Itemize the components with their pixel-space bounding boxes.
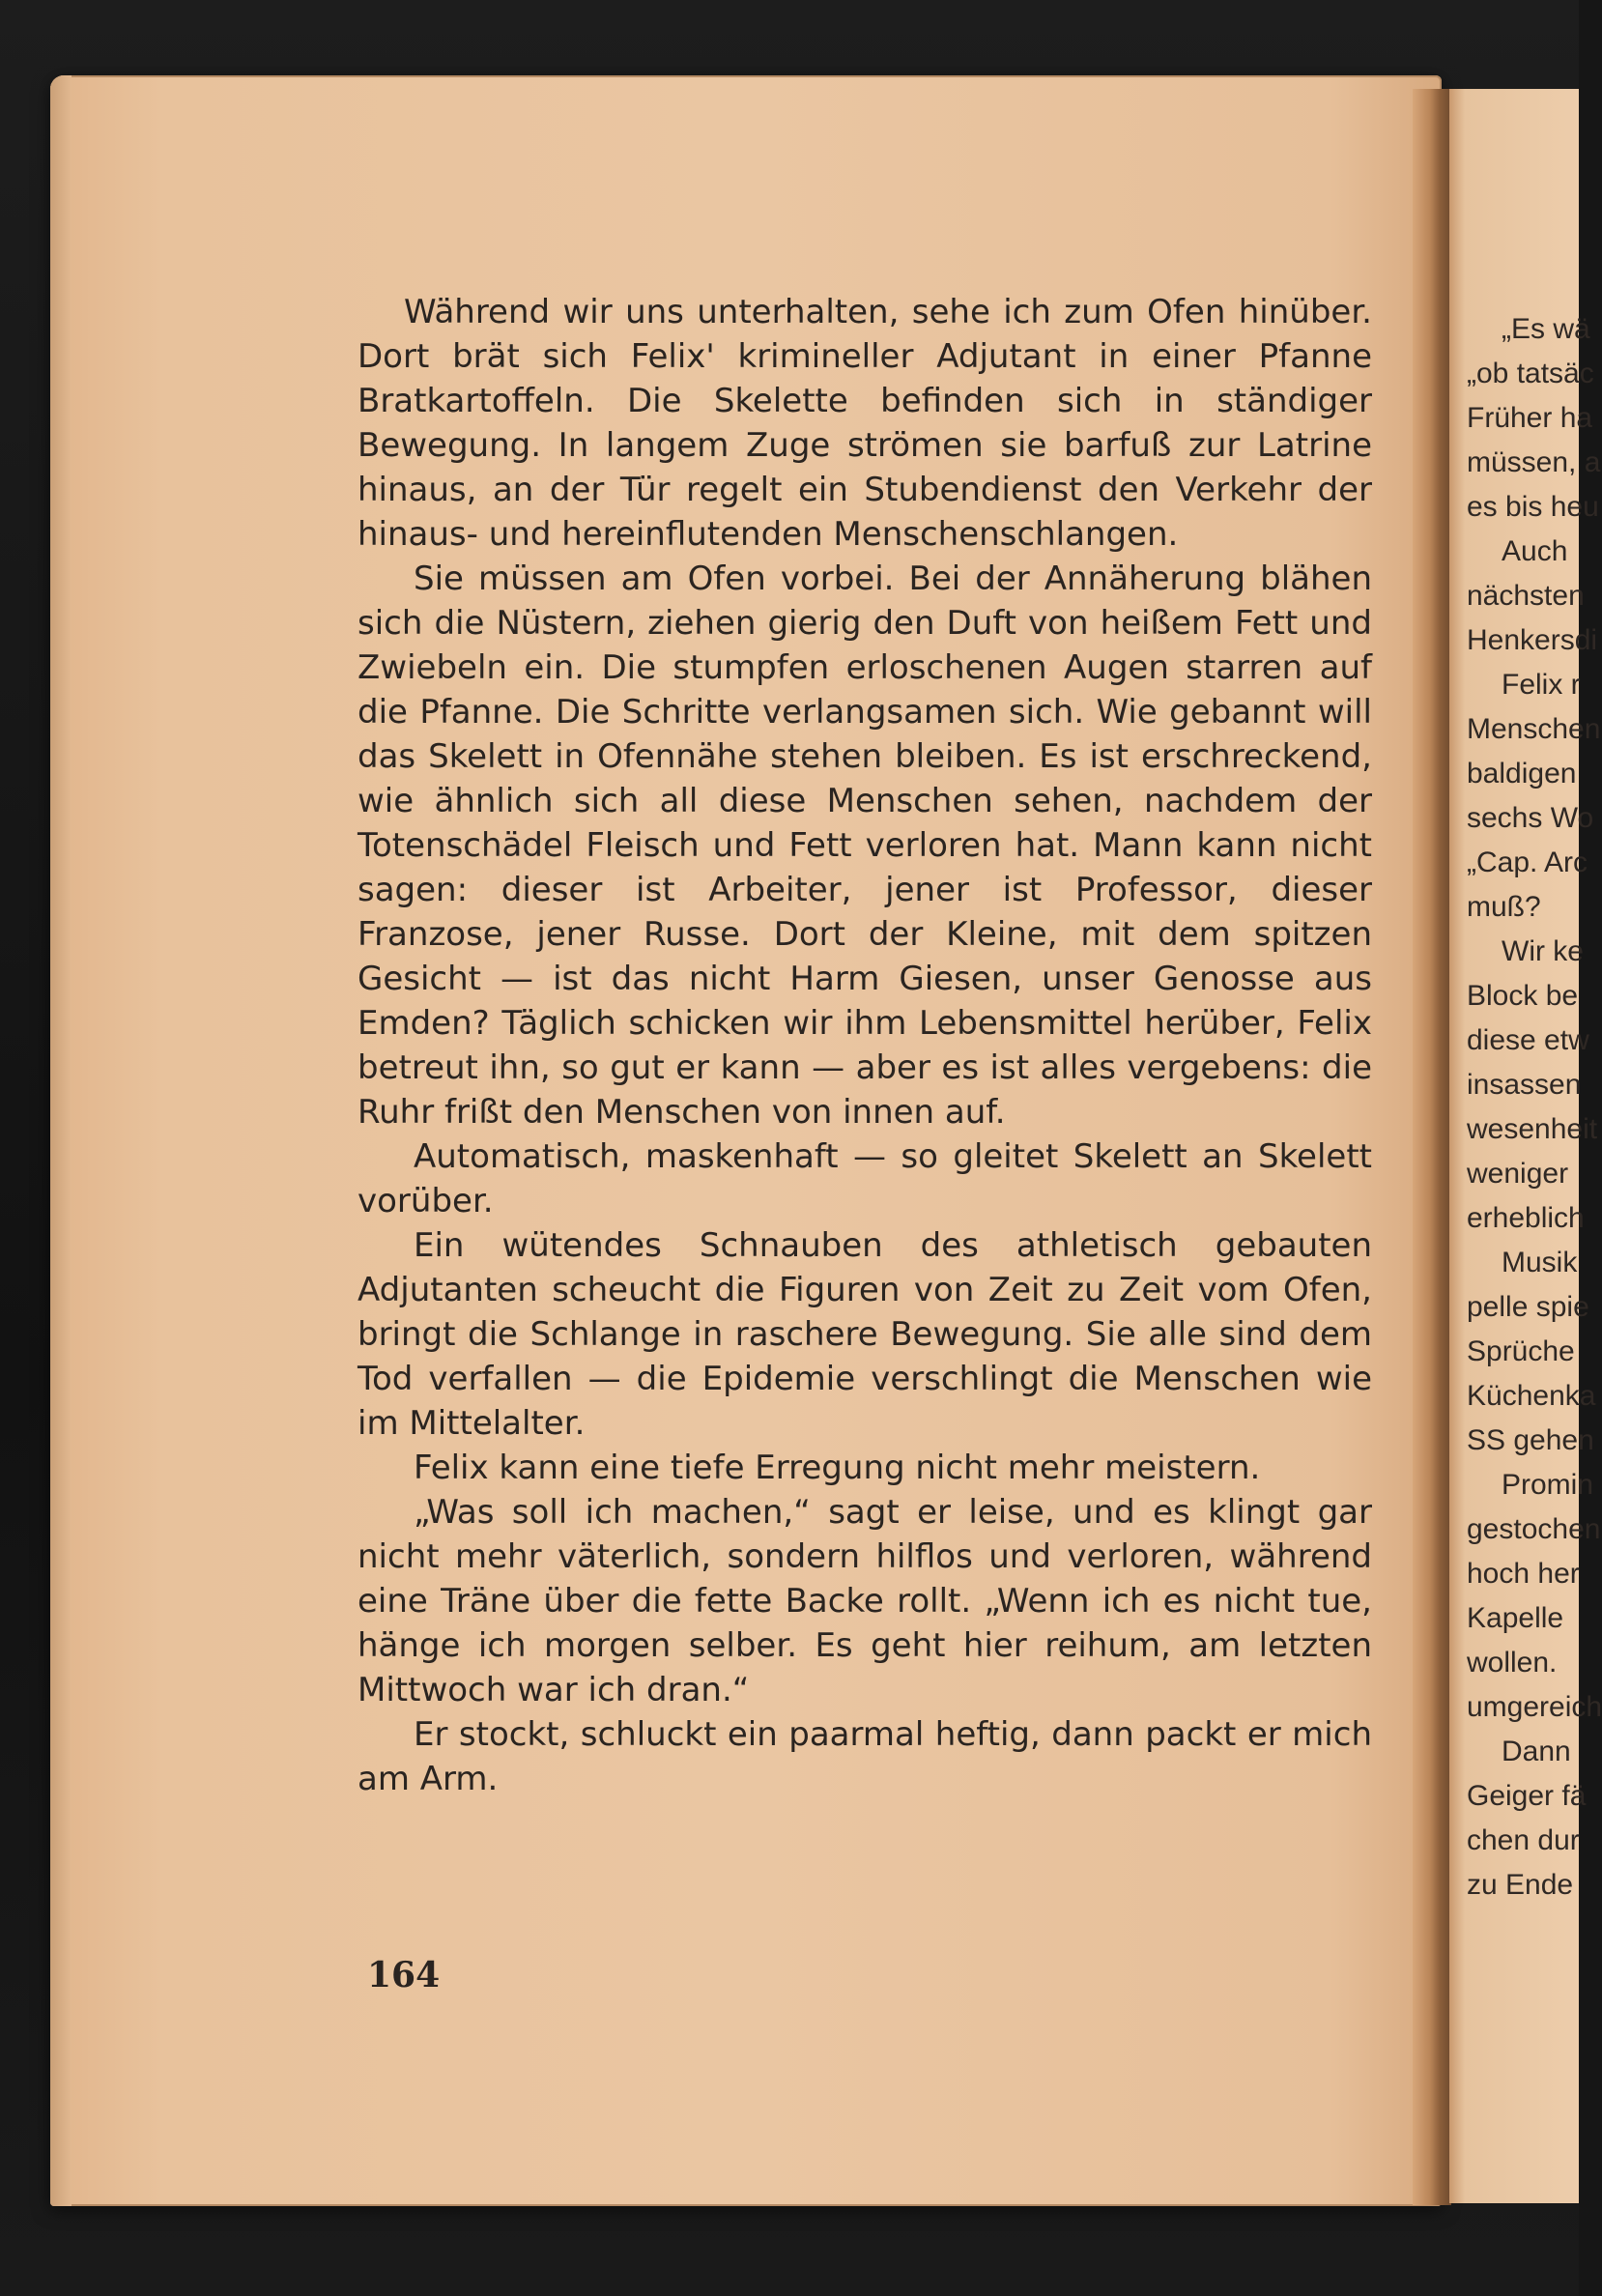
- right-page-line: Kapelle: [1467, 1602, 1564, 1634]
- right-page-line: insassen: [1467, 1069, 1582, 1101]
- right-page-line: baldigen: [1467, 758, 1577, 789]
- right-page-line: hoch her: [1467, 1558, 1580, 1590]
- right-page-line: weniger: [1467, 1158, 1569, 1190]
- right-page-line: sechs Wo: [1467, 802, 1594, 834]
- right-page-line: Küchenka: [1467, 1380, 1596, 1412]
- right-page-line: Menschen: [1467, 713, 1601, 745]
- right-page-line: Früher ha: [1467, 402, 1593, 434]
- right-page-line: nächsten: [1467, 580, 1585, 612]
- right-page-line: muß?: [1467, 891, 1541, 923]
- paragraph: Er stockt, schluckt ein paarmal heftig, dann packt er mich am Arm.: [358, 1715, 1372, 1798]
- paragraph: Ein wütendes Schnauben des athletisch gebauten Adjutanten scheucht die Figuren von Zeit zu Zeit vom Ofen, bringt die Schlange in raschere Bewegung. Sie alle sind dem Tod verfallen — die Epidemie verschlingt die Menschen wie im Mittelalter.: [358, 1226, 1372, 1443]
- book-gutter: [1413, 89, 1451, 2205]
- right-page-line: wesenheit: [1467, 1113, 1598, 1145]
- right-page-line: Dann: [1502, 1736, 1571, 1767]
- right-page-line: Musik: [1502, 1247, 1578, 1278]
- paragraph: Während wir uns unterhalten, sehe ich zum Ofen hinüber. Dort brät sich Felix' krimineller Adjutant in einer Pfanne Bratkartoffeln. Die Skelette befinden sich in ständiger Bewegung. In langem Zuge strömen sie barfuß zur Latrine hinaus, an der Tür regelt ein Stubendienst den Verkehr der hinaus- und hereinflutenden Menschenschlangen.: [358, 293, 1372, 554]
- right-page-line: es bis heu: [1467, 491, 1599, 523]
- right-page-line: Felix r: [1502, 669, 1581, 701]
- right-page-line: „ob tatsäc: [1467, 358, 1594, 389]
- right-page-line: wollen.: [1467, 1647, 1558, 1679]
- right-page-line: zu Ende: [1467, 1869, 1574, 1901]
- right-page-line: erheblich: [1467, 1202, 1585, 1234]
- right-page-line: Auch: [1502, 535, 1568, 567]
- right-page-line: müssen, a: [1467, 446, 1601, 478]
- right-page-line: Wir ke: [1502, 935, 1584, 967]
- right-page-line: Sprüche: [1467, 1335, 1575, 1367]
- right-page-line: „Cap. Arc: [1467, 847, 1588, 878]
- right-page-line: Henkersdi: [1467, 624, 1598, 656]
- right-page-line: Geiger fä: [1467, 1780, 1587, 1812]
- right-page-line: chen dur: [1467, 1824, 1580, 1856]
- right-page-line: gestochen: [1467, 1513, 1601, 1545]
- right-page-line: Block be: [1467, 980, 1579, 1012]
- paragraph: Felix kann eine tiefe Erregung nicht mehr meistern.: [414, 1449, 1261, 1487]
- right-page-line: „Es wä: [1502, 313, 1590, 345]
- paragraph: „Was soll ich machen,“ sagt er leise, und es klingt gar nicht mehr väterlich, sondern hilflos und verloren, während eine Träne über die fette Backe rollt. „Wenn ich es nicht tue, hänge ich morgen selber. Es geht hier reihum, am letzten Mittwoch war ich dran.“: [358, 1493, 1372, 1709]
- right-page-line: Promin: [1502, 1469, 1594, 1501]
- right-page-line: diese etw: [1467, 1024, 1589, 1056]
- page-number: 164: [367, 1955, 441, 1995]
- right-page-line: umgereich: [1467, 1691, 1602, 1723]
- page-edge: [50, 75, 72, 2206]
- right-page-line: pelle spie: [1467, 1291, 1589, 1323]
- page-body-text: [358, 290, 1372, 1801]
- paragraph: Sie müssen am Ofen vorbei. Bei der Annäherung blähen sich die Nüstern, ziehen gierig den Duft von heißem Fett und Zwiebeln ein. Die stumpfen erloschenen Augen starren auf die Pfanne. Die Schritte verlangsamen sich. Wie gebannt will das Skelett in Ofennähe stehen bleiben. Es ist erschreckend, wie ähnlich sich all diese Menschen sehen, nachdem der Totenschädel Fleisch und Fett verloren hat. Mann kann nicht sagen: dieser ist Arbeiter, jener ist Professor, dieser Franzose, jener Russe. Dort der Kleine, mit dem spitzen Gesicht — ist das nicht Harm Giesen, unser Genosse aus Emden? Täglich schicken wir ihm Lebensmittel herüber, Felix betreut ihn, so gut er kann — aber es ist alles vergebens: die Ruhr frißt den Menschen von innen auf.: [358, 560, 1372, 1132]
- right-page-line: SS gehen: [1467, 1424, 1594, 1456]
- right-page-text-fragments: [1467, 307, 1602, 1908]
- paragraph: Automatisch, maskenhaft — so gleitet Skelett an Skelett vorüber.: [358, 1137, 1372, 1220]
